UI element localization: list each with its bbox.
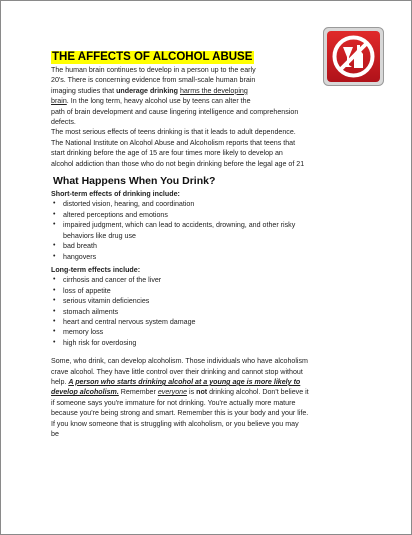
list-item: • cirrhosis and cancer of the liver bbox=[63, 275, 393, 285]
short-term-list bbox=[51, 199, 393, 261]
page-title: THE AFFECTS OF ALCOHOL ABUSE bbox=[52, 51, 253, 63]
list-item-text: impaired judgment, which can lead to accidents, drowning, and other risky bbox=[63, 221, 296, 230]
list-item: • altered perceptions and emotions bbox=[63, 210, 393, 220]
list-item: • memory loss bbox=[63, 327, 393, 337]
short-term-label: Short-term effects of drinking include: bbox=[51, 190, 180, 199]
intro-paragraph bbox=[51, 65, 393, 127]
list-item: • high risk for overdosing bbox=[63, 338, 393, 348]
alcoholism-paragraph bbox=[51, 356, 393, 439]
text-line: The most serious effects of teens drinking is that it leads to adult dependence. bbox=[51, 128, 296, 137]
text-line: 20's. There is concerning evidence from small-scale human brain bbox=[51, 76, 256, 85]
text-line: be bbox=[51, 430, 59, 438]
emphasis-text: everyone bbox=[157, 388, 188, 397]
dependence-paragraph bbox=[51, 127, 393, 169]
text-line: path of brain development and cause lingering intelligence and comprehension bbox=[51, 107, 299, 116]
bold-text: not bbox=[196, 388, 208, 397]
text-fragment: is bbox=[187, 388, 197, 397]
list-item-text: behaviors like drug use bbox=[63, 231, 136, 240]
text-line: if someone says you're immature for not drinking. You're actually more mature bbox=[51, 398, 296, 407]
list-item: • distorted vision, hearing, and coordination bbox=[63, 199, 393, 209]
emphasis-text: develop alcoholism. bbox=[51, 388, 119, 397]
list-item bbox=[63, 220, 393, 241]
list-item: • loss of appetite bbox=[63, 286, 393, 296]
text-line: start drinking before the age of 15 are four times more likely to develop an bbox=[51, 149, 283, 158]
section-heading: What Happens When You Drink? bbox=[53, 175, 216, 188]
text-line: The human brain continues to develop in a person up to the early bbox=[51, 66, 256, 74]
text-line: imaging studies that bbox=[51, 86, 117, 95]
long-term-list bbox=[51, 275, 393, 348]
text-fragment: drinking alcohol. Don't believe it bbox=[207, 388, 309, 397]
text-line: . In the long term, heavy alcohol use by teens can alter the bbox=[66, 97, 251, 106]
text-line: defects. bbox=[51, 118, 76, 127]
emphasis-text: A person who starts drinking alcohol at a young age is more likely to bbox=[68, 377, 301, 386]
long-term-label: Long-term effects include: bbox=[51, 265, 141, 274]
list-item: • serious vitamin deficiencies bbox=[63, 296, 393, 306]
underlined-text: brain bbox=[51, 97, 67, 106]
text-line: Some, who drink, can develop alcoholism. Those individuals who have alcoholism bbox=[51, 357, 308, 366]
underlined-text: harms the developing bbox=[179, 86, 248, 95]
text-fragment: Remember bbox=[118, 388, 158, 397]
text-line: If you know someone that is struggling with alcoholism, or you believe you may bbox=[51, 419, 299, 428]
document-body bbox=[51, 51, 393, 439]
list-item: • bad breath bbox=[63, 241, 393, 251]
text-line: help. bbox=[51, 377, 69, 386]
list-item: • heart and central nervous system damage bbox=[63, 317, 393, 327]
text-line: because you're being strong and smart. Remember this is your body and your life. bbox=[51, 409, 309, 418]
list-item: • stomach ailments bbox=[63, 307, 393, 317]
list-item: • hangovers bbox=[63, 252, 393, 262]
text-line: The National Institute on Alcohol Abuse and Alcoholism reports that teens that bbox=[51, 138, 296, 147]
text-line: alcohol addiction than those who do not begin drinking before the legal age of 21 bbox=[51, 159, 305, 168]
text-line: crave alcohol. They have little control over their drinking and cannot stop without bbox=[51, 367, 303, 376]
bold-text: underage drinking bbox=[116, 86, 178, 95]
